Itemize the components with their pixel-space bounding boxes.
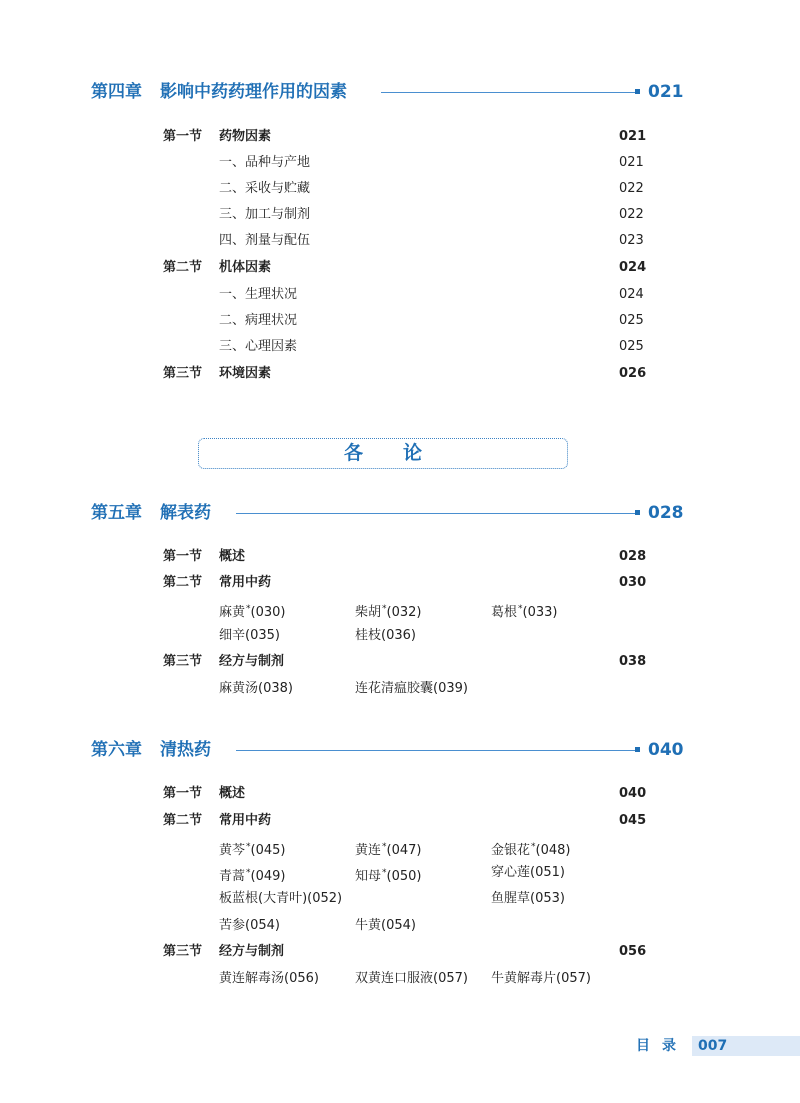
chapter-6-heading[interactable] xyxy=(0,735,800,765)
section-number: 第一节 xyxy=(163,786,203,801)
item-label: 三、加工与制剂 xyxy=(219,207,311,222)
herb-row xyxy=(0,915,800,937)
toc-section[interactable] xyxy=(0,546,800,568)
section-title: 药物因素 xyxy=(219,129,272,144)
chapter-page: 021 xyxy=(648,82,684,102)
item-page: 021 xyxy=(619,155,644,170)
item-page: 025 xyxy=(619,313,644,328)
section-number: 第三节 xyxy=(163,654,203,669)
herb-link[interactable]: 板蓝根(大青叶)(052) xyxy=(219,891,343,906)
item-label: 二、采收与贮藏 xyxy=(219,181,311,196)
herb-link[interactable]: 黄芩*(045) xyxy=(219,842,286,858)
section-number: 第二节 xyxy=(163,260,203,275)
part-divider[interactable] xyxy=(198,438,568,469)
item-page: 025 xyxy=(619,339,644,354)
section-page: 045 xyxy=(619,813,647,828)
chapter-4-heading[interactable] xyxy=(0,77,800,107)
section-title: 经方与制剂 xyxy=(219,654,285,669)
section-title: 概述 xyxy=(219,786,246,801)
item-label: 四、剂量与配伍 xyxy=(219,233,311,248)
herb-link[interactable]: 牛黄(054) xyxy=(355,918,416,933)
section-page: 030 xyxy=(619,575,647,590)
section-title: 常用中药 xyxy=(219,575,272,590)
herb-link[interactable]: 麻黄汤(038) xyxy=(219,681,293,696)
item-page: 023 xyxy=(619,233,644,248)
herb-link[interactable]: 麻黄*(030) xyxy=(219,604,286,620)
section-number: 第一节 xyxy=(163,129,203,144)
herb-link[interactable]: 黄连*(047) xyxy=(355,842,422,858)
leader-dot xyxy=(635,89,640,94)
section-page: 028 xyxy=(619,549,647,564)
herb-link[interactable]: 桂枝(036) xyxy=(355,628,416,643)
footer-page-bar xyxy=(692,1036,800,1056)
herb-row xyxy=(0,678,800,700)
section-number: 第三节 xyxy=(163,944,203,959)
herb-link[interactable]: 柴胡*(032) xyxy=(355,604,422,620)
toc-section[interactable] xyxy=(0,651,800,673)
item-page: 022 xyxy=(619,181,644,196)
toc-item[interactable] xyxy=(0,204,800,226)
leader-dot xyxy=(635,747,640,752)
herb-row xyxy=(0,836,800,858)
toc-section[interactable] xyxy=(0,783,800,805)
section-page: 021 xyxy=(619,129,647,144)
item-page: 024 xyxy=(619,287,644,302)
toc-section[interactable] xyxy=(0,126,800,148)
toc-item[interactable] xyxy=(0,230,800,252)
section-title: 环境因素 xyxy=(219,366,272,381)
section-number: 第二节 xyxy=(163,813,203,828)
herb-link[interactable]: 细辛(035) xyxy=(219,628,280,643)
section-title: 机体因素 xyxy=(219,260,272,275)
chapter-title: 清热药 xyxy=(160,740,211,760)
leader-line xyxy=(236,513,638,514)
herb-link[interactable]: 连花清瘟胶囊(039) xyxy=(355,681,468,696)
item-label: 二、病理状况 xyxy=(219,313,298,328)
herb-link[interactable]: 金银花*(048) xyxy=(491,842,571,858)
item-page: 022 xyxy=(619,207,644,222)
herb-link[interactable]: 穿心莲(051) xyxy=(491,865,565,880)
section-number: 第二节 xyxy=(163,575,203,590)
leader-dot xyxy=(635,510,640,515)
herb-link[interactable]: 葛根*(033) xyxy=(491,604,558,620)
toc-section[interactable] xyxy=(0,363,800,385)
section-page: 038 xyxy=(619,654,647,669)
toc-item[interactable] xyxy=(0,310,800,332)
herb-row xyxy=(0,862,800,884)
chapter-number: 第五章 xyxy=(91,503,142,523)
leader-line xyxy=(381,92,638,93)
part-title: 各论 xyxy=(343,442,462,464)
section-title: 经方与制剂 xyxy=(219,944,285,959)
herb-link[interactable]: 鱼腥草(053) xyxy=(491,891,565,906)
herb-row xyxy=(0,625,800,647)
section-page: 024 xyxy=(619,260,647,275)
section-page: 040 xyxy=(619,786,647,801)
toc-section[interactable] xyxy=(0,810,800,832)
chapter-page: 040 xyxy=(648,740,684,760)
leader-line xyxy=(236,750,638,751)
section-title: 概述 xyxy=(219,549,246,564)
item-label: 三、心理因素 xyxy=(219,339,298,354)
toc-section[interactable] xyxy=(0,572,800,594)
item-label: 一、生理状况 xyxy=(219,287,298,302)
chapter-title: 影响中药药理作用的因素 xyxy=(160,82,347,102)
section-number: 第三节 xyxy=(163,366,203,381)
toc-item[interactable] xyxy=(0,284,800,306)
herb-link[interactable]: 牛黄解毒片(057) xyxy=(491,971,591,986)
herb-link[interactable]: 苦参(054) xyxy=(219,918,280,933)
herb-row xyxy=(0,968,800,990)
footer-label: 目录 xyxy=(636,1038,688,1054)
chapter-title: 解表药 xyxy=(160,503,211,523)
herb-link[interactable]: 青蒿*(049) xyxy=(219,868,286,884)
section-page: 056 xyxy=(619,944,647,959)
page-number: 007 xyxy=(698,1038,728,1054)
toc-section[interactable] xyxy=(0,257,800,279)
section-number: 第一节 xyxy=(163,549,203,564)
section-page: 026 xyxy=(619,366,647,381)
herb-row xyxy=(0,598,800,620)
herb-row xyxy=(0,888,800,910)
chapter-page: 028 xyxy=(648,503,684,523)
herb-link[interactable]: 知母*(050) xyxy=(355,868,422,884)
toc-section[interactable] xyxy=(0,941,800,963)
herb-link[interactable]: 黄连解毒汤(056) xyxy=(219,971,319,986)
toc-item[interactable] xyxy=(0,336,800,358)
herb-link[interactable]: 双黄连口服液(057) xyxy=(355,971,468,986)
toc-item[interactable] xyxy=(0,152,800,174)
chapter-number: 第四章 xyxy=(91,82,142,102)
chapter-5-heading[interactable] xyxy=(0,498,800,528)
item-label: 一、品种与产地 xyxy=(219,155,311,170)
section-title: 常用中药 xyxy=(219,813,272,828)
toc-item[interactable] xyxy=(0,178,800,200)
chapter-number: 第六章 xyxy=(91,740,142,760)
